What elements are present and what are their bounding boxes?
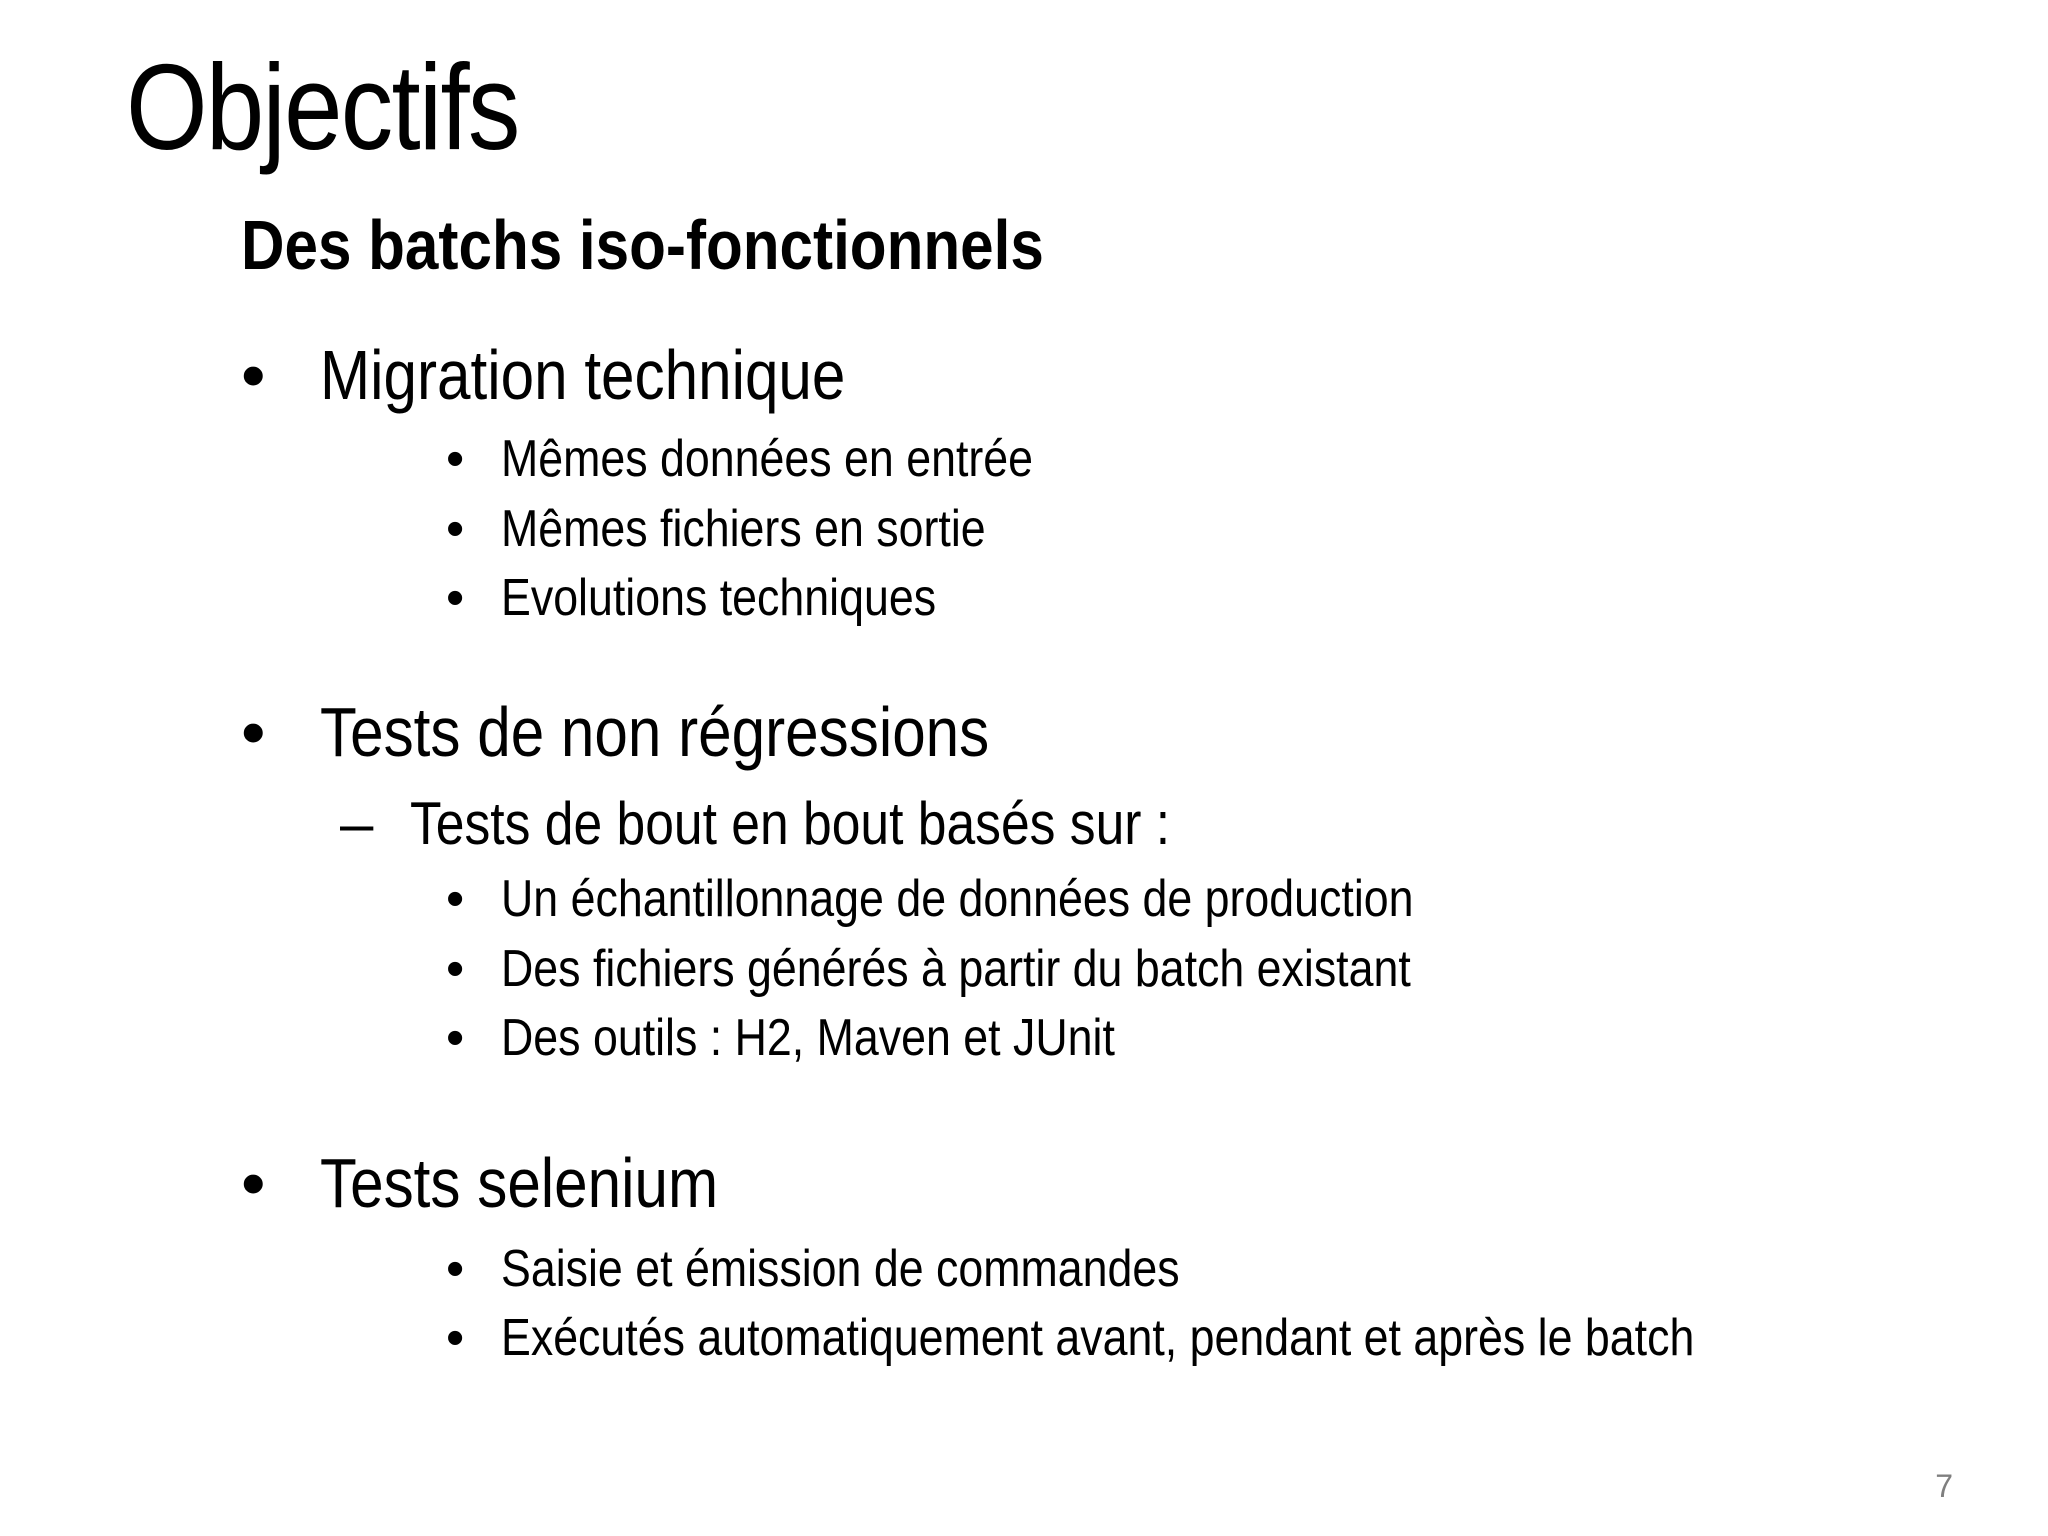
bullet-marker: • [446,1240,465,1298]
section-heading-text: Migration technique [320,336,846,414]
list-item-text: Mêmes fichiers en sortie [501,500,986,558]
list-item-text: Saisie et émission de commandes [501,1240,1180,1298]
section-heading-text: Tests de non régressions [320,693,990,771]
bullet-marker: • [446,1009,465,1067]
bullet-marker: • [446,430,465,488]
bullet-marker: • [446,500,465,558]
bullet-marker: • [446,1309,465,1367]
list-item-text: Exécutés automatiquement avant, pendant et après le batch [501,1309,1695,1367]
bullet-marker: • [241,1144,266,1222]
sub-heading-text: Tests de bout en bout basés sur : [410,790,1171,857]
bullet-marker: • [446,940,465,998]
dash-marker: – [340,790,374,857]
bullet-marker: • [241,693,266,771]
list-item-text: Mêmes données en entrée [501,430,1034,488]
bullet-marker: • [241,336,266,414]
slide-subtitle: Des batchs iso-fonctionnels [241,206,1044,284]
list-item-text: Un échantillonnage de données de production [501,870,1414,928]
list-item-text: Evolutions techniques [501,569,937,627]
list-item-text: Des fichiers générés à partir du batch existant [501,940,1411,998]
bullet-marker: • [446,870,465,928]
section-heading-text: Tests selenium [320,1144,719,1222]
list-item-text: Des outils : H2, Maven et JUnit [501,1009,1115,1067]
slide-title: Objectifs [126,39,519,175]
bullet-marker: • [446,569,465,627]
page-number: 7 [1935,1468,1953,1504]
